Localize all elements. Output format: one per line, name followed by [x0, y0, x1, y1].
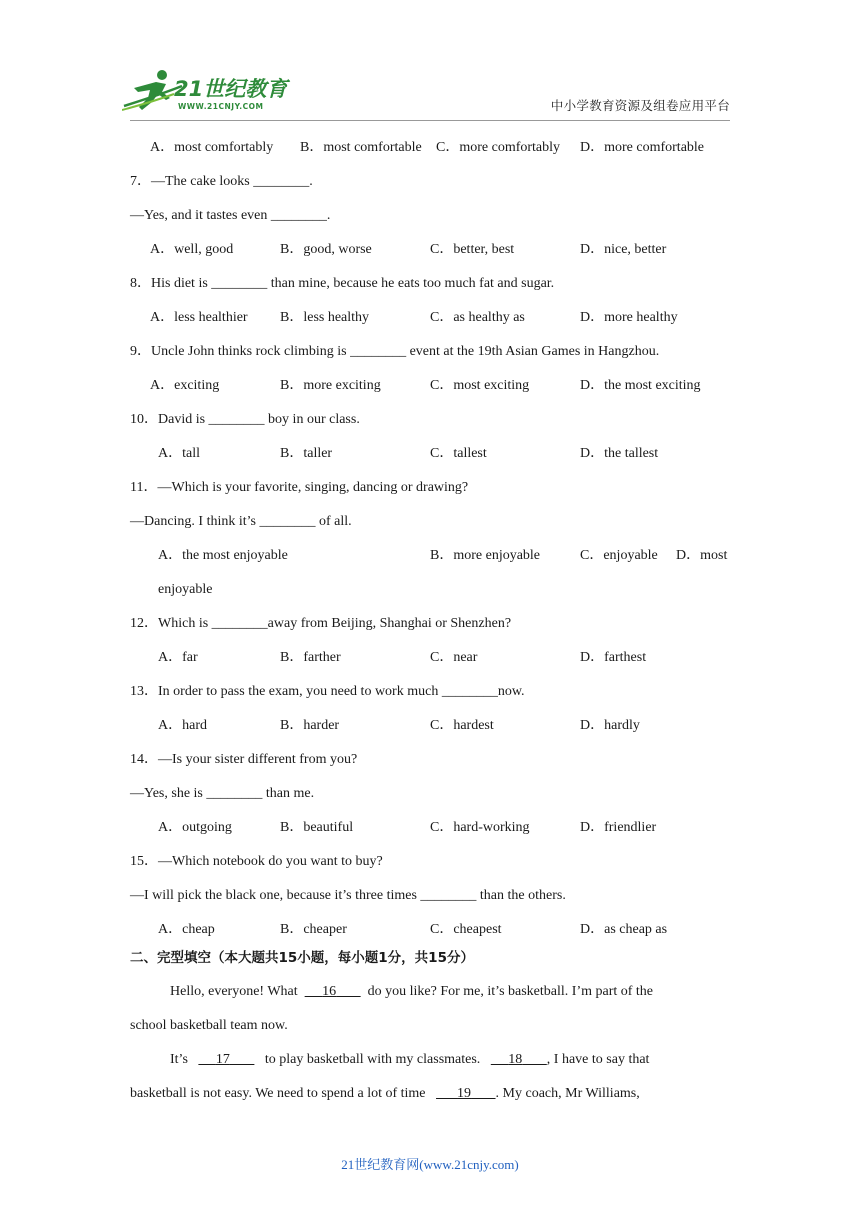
page-footer[interactable]: 21世纪教育网(www.21cnjy.com)	[341, 1157, 519, 1172]
q15-option-d: D．as cheap as	[580, 922, 668, 937]
cloze-blank-18: 18	[508, 1052, 523, 1067]
cloze-blank-16: 16	[322, 984, 337, 999]
cloze-text: , I have to say that	[546, 1052, 650, 1067]
q9-option-a: A．exciting	[150, 378, 220, 393]
cloze-text: . My coach, Mr Williams,	[495, 1086, 640, 1101]
cloze-line-3	[170, 1050, 649, 1070]
q12-option-d: D．farthest	[580, 650, 647, 665]
q14-stem: 14．—Is your sister different from you?	[130, 752, 358, 767]
q6-option-c: C．more comfortably	[436, 140, 561, 155]
page-header	[0, 0, 860, 124]
q11-option-a: A．the most enjoyable	[158, 548, 288, 563]
q6-option-a: A．most comfortably	[150, 140, 274, 155]
q15-option-a: A．cheap	[158, 922, 215, 937]
q14-option-c: C．hard-working	[430, 820, 530, 835]
cloze-blank-19: 19	[457, 1086, 472, 1101]
q11-stem: 11．—Which is your favorite, singing, dancing or drawing?	[130, 480, 469, 495]
q8-option-c: C．as healthy as	[430, 310, 525, 325]
q7-option-a: A．well, good	[150, 242, 234, 257]
q15-reply: —I will pick the black one, because it’s three times ________ than the others.	[130, 888, 566, 903]
svg-text:WWW.21CNJY.COM: WWW.21CNJY.COM	[178, 102, 264, 111]
q10-option-c: C．tallest	[430, 446, 487, 461]
q15-option-c: C．cheapest	[430, 922, 502, 937]
q12-option-a: A．far	[158, 650, 198, 665]
cloze-line-4	[130, 1084, 640, 1104]
q9-option-c: C．most exciting	[430, 378, 530, 393]
q8-option-d: D．more healthy	[580, 310, 678, 325]
q13-option-a: A．hard	[158, 718, 207, 733]
q15-option-b: B．cheaper	[280, 922, 347, 937]
header-platform-text: 中小学教育资源及组卷应用平台	[550, 98, 730, 113]
q7-option-d: D．nice, better	[580, 242, 667, 257]
logo	[122, 66, 292, 116]
q11-option-b: B．more enjoyable	[430, 548, 541, 563]
cloze-text: basketball is not easy. We need to spend a lot of time	[130, 1086, 426, 1101]
cloze-blank-17: 17	[215, 1052, 230, 1067]
q6-option-d: D．more comfortable	[580, 140, 705, 155]
cloze-line-1	[170, 982, 653, 1002]
q14-option-b: B．beautiful	[280, 820, 354, 835]
q13-option-b: B．harder	[280, 718, 340, 733]
q14-reply: —Yes, she is ________ than me.	[130, 786, 315, 801]
q14-option-a: A．outgoing	[158, 820, 232, 835]
q7-option-c: C．better, best	[430, 242, 515, 257]
q12-stem: 12．Which is ________away from Beijing, Shanghai or Shenzhen?	[130, 616, 512, 631]
svg-text:21世纪教育: 21世纪教育	[174, 77, 288, 101]
q7-stem: 7．—The cake looks ________.	[130, 174, 313, 189]
q11-reply: —Dancing. I think it’s ________ of all.	[130, 514, 352, 529]
q12-option-b: B．farther	[280, 650, 341, 665]
q6-option-b: B．most comfortable	[300, 140, 422, 155]
q13-option-d: D．hardly	[580, 718, 640, 733]
q13-stem: 13．In order to pass the exam, you need to work much ________now.	[130, 684, 525, 699]
q10-stem: 10．David is ________ boy in our class.	[130, 412, 360, 427]
q14-option-d: D．friendlier	[580, 820, 657, 835]
cloze-text: It’s	[170, 1052, 188, 1067]
q13-option-c: C．hardest	[430, 718, 494, 733]
q8-option-b: B．less healthy	[280, 310, 370, 325]
q12-option-c: C．near	[430, 650, 478, 665]
q10-option-b: B．taller	[280, 446, 333, 461]
q10-option-a: A．tall	[158, 446, 200, 461]
runner-logo-icon	[122, 66, 292, 116]
q15-stem: 15．—Which notebook do you want to buy?	[130, 854, 383, 869]
q7-reply: —Yes, and it tastes even ________.	[130, 208, 331, 223]
q11-option-c: C．enjoyable	[580, 548, 658, 563]
section-2-title: 二、完型填空（本大题共15小题，每小题1分，共15分）	[130, 950, 474, 966]
q9-stem: 9．Uncle John thinks rock climbing is ________ event at the 19th Asian Games in Hangzhou.	[130, 344, 660, 359]
cloze-line-2: school basketball team now.	[130, 1018, 288, 1033]
q10-option-d: D．the tallest	[580, 446, 659, 461]
q9-option-b: B．more exciting	[280, 378, 381, 393]
header-divider	[130, 120, 730, 121]
q11-option-d-cont: enjoyable	[158, 582, 213, 597]
cloze-text: do you like? For me, it’s basketball. I’m part of the	[367, 984, 654, 999]
q9-option-d: D．the most exciting	[580, 378, 701, 393]
q8-option-a: A．less healthier	[150, 310, 248, 325]
cloze-text: Hello, everyone! What	[170, 984, 298, 999]
cloze-text: to play basketball with my classmates.	[264, 1052, 481, 1067]
q11-option-d: D．most	[676, 548, 728, 563]
q8-stem: 8．His diet is ________ than mine, because he eats too much fat and sugar.	[130, 276, 555, 291]
q7-option-b: B．good, worse	[280, 242, 372, 257]
